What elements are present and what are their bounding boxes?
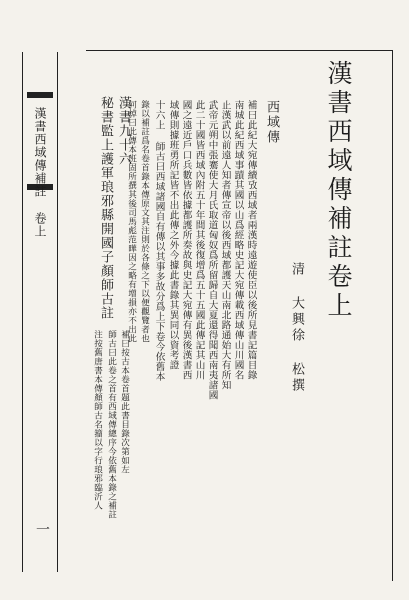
author-line: 清 大興徐 松撰: [289, 262, 304, 394]
body-column: 南城此紀西域事蹟其國以山爲經略史記大宛傳載西域傳山川國名: [232, 100, 244, 380]
section-heading: 西域傳: [264, 100, 279, 145]
body-column: 何焯曰此傳本班固所撰其後司馬彪范曄因之略有增損亦不出此: [126, 100, 137, 343]
body-column: 域傳則據班勇所記皆不出此傳之外今據此書錄其異同以資考證: [167, 100, 179, 370]
chapter-label: 漢書九十六: [116, 96, 131, 166]
lower-note: 補曰按古本卷首題此書目錄次第如左: [119, 330, 130, 474]
folio-book-title: 漢書西域傳補註: [33, 107, 47, 198]
fish-tail-mark-top: [27, 92, 53, 98]
body-column: 此二十國皆西域內附五十年間其後復增爲五十五國此傳記其山川: [193, 100, 205, 380]
lower-note: 注按舊唐書本傳顏師古名籀以字行琅邪臨沂人: [92, 330, 103, 510]
body-column: 錄以補註爲名卷首錄本傳原文其注則於各條之下以便觀覽者也: [139, 100, 150, 343]
lower-note: 師古曰此卷之首有西域傳總序今依舊本錄之補註: [106, 330, 117, 519]
book-title: 漢書西域傳補註卷上: [324, 60, 353, 321]
folio-volume-label: 卷上: [33, 212, 47, 238]
body-column: 補曰此紀大宛傳續攷西域者兩漢時遠遊使臣以後所見書記篇目錄: [245, 100, 257, 380]
body-column: 武帝元朔中張騫使大月氏取道匈奴爲所留歸自大夏還得聞西南夷諸國: [206, 100, 218, 400]
body-column: 十六上 師古曰西域諸國自有傳以其事多故分爲上下卷今依舊本: [153, 100, 165, 382]
body-column: 止漢武以前遠人知者傳宣帝以後西域都護天山南北路通始大有所知: [219, 100, 231, 390]
commentator-line: 秘書監上護軍琅邪縣開國子顏師古註: [98, 96, 113, 320]
body-column: 國之遠近戶口兵數皆依據都護所奏故與史記大宛傳有異後漢書西: [180, 100, 192, 380]
folio-page-number: 一: [34, 522, 50, 536]
folio-strip: [22, 52, 58, 572]
